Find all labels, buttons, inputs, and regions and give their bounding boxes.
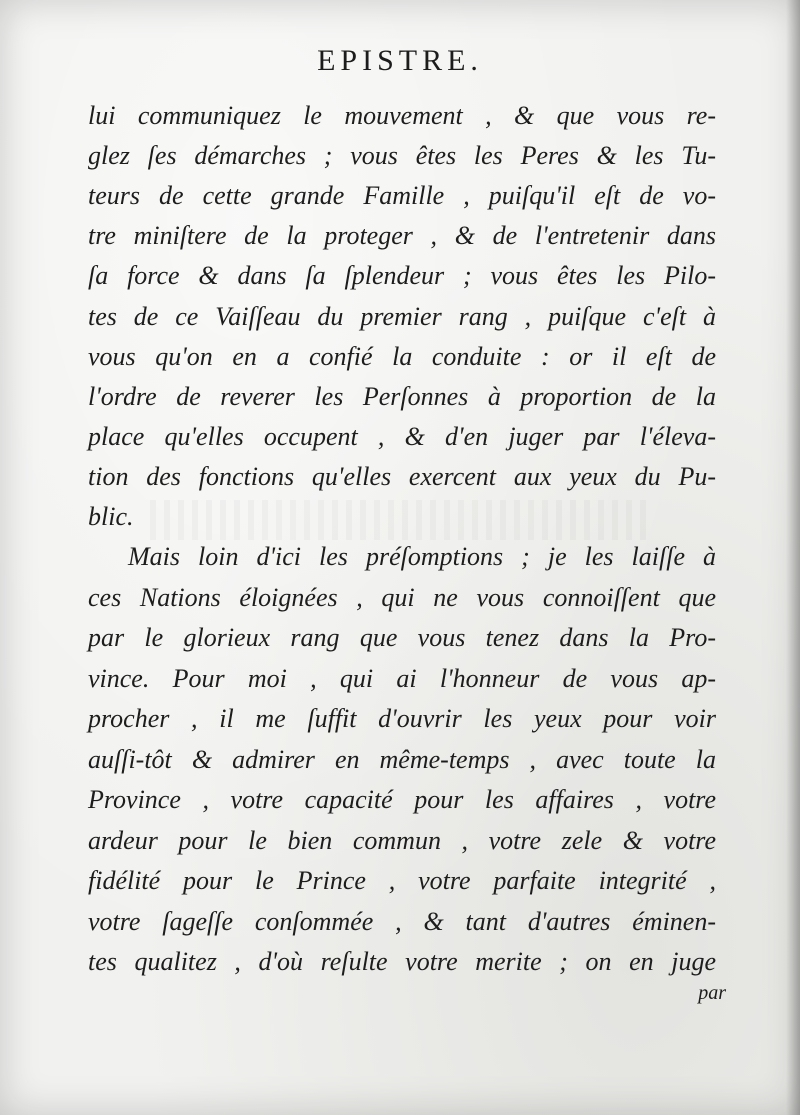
text-line: blic.	[88, 502, 134, 531]
text-line: ſa force & dans ſa ſplendeur ; vous êtes les Pilo-	[88, 261, 716, 290]
text-line: lui communiquez le mouvement , & que vous re-	[88, 101, 716, 130]
text-line: ardeur pour le bien commun , votre zele & votre	[88, 826, 716, 855]
text-line: place qu'elles occupent , & d'en juger par l'éleva-	[88, 422, 716, 451]
text-line: auſſi-tôt & admirer en même-temps , avec toute la	[88, 745, 716, 774]
text-line: procher , il me ſuffit d'ouvrir les yeux pour voir	[88, 704, 716, 733]
text-line: votre ſageſſe conſommée , & tant d'autres éminen-	[88, 907, 716, 936]
text-line: tion des fonctions qu'elles exercent aux yeux du Pu-	[88, 462, 716, 491]
text-line: vous qu'on en a confié la conduite : or il eſt de	[88, 342, 716, 371]
text-line: tes qualitez , d'où reſulte votre merite ; on en juge	[88, 947, 716, 976]
text-line: fidélité pour le Prince , votre parfaite integrité ,	[88, 866, 716, 895]
text-line: teurs de cette grande Famille , puiſqu'il eſt de vo-	[88, 181, 716, 210]
text-line: l'ordre de reverer les Perſonnes à proportion de la	[88, 382, 716, 411]
page-header: EPISTRE.	[317, 44, 483, 77]
paragraph-first-line: Mais loin d'ici les préſomptions ; je les laiſſe à	[128, 542, 716, 571]
text-line: ces Nations éloignées , qui ne vous connoiſſent que	[88, 583, 716, 612]
text-line: tes de ce Vaiſſeau du premier rang , puiſque c'eſt à	[88, 302, 716, 331]
text-line: glez ſes démarches ; vous êtes les Peres & les Tu-	[88, 141, 716, 170]
text-line: par le glorieux rang que vous tenez dans la Pro-	[88, 623, 716, 652]
text-line: Province , votre capacité pour les affaires , votre	[88, 785, 716, 814]
text-line: vince. Pour moi , qui ai l'honneur de vous ap-	[88, 664, 716, 693]
catchword: par	[698, 982, 726, 1004]
text-line: tre miniſtere de la proteger , & de l'entretenir dans	[88, 221, 716, 250]
